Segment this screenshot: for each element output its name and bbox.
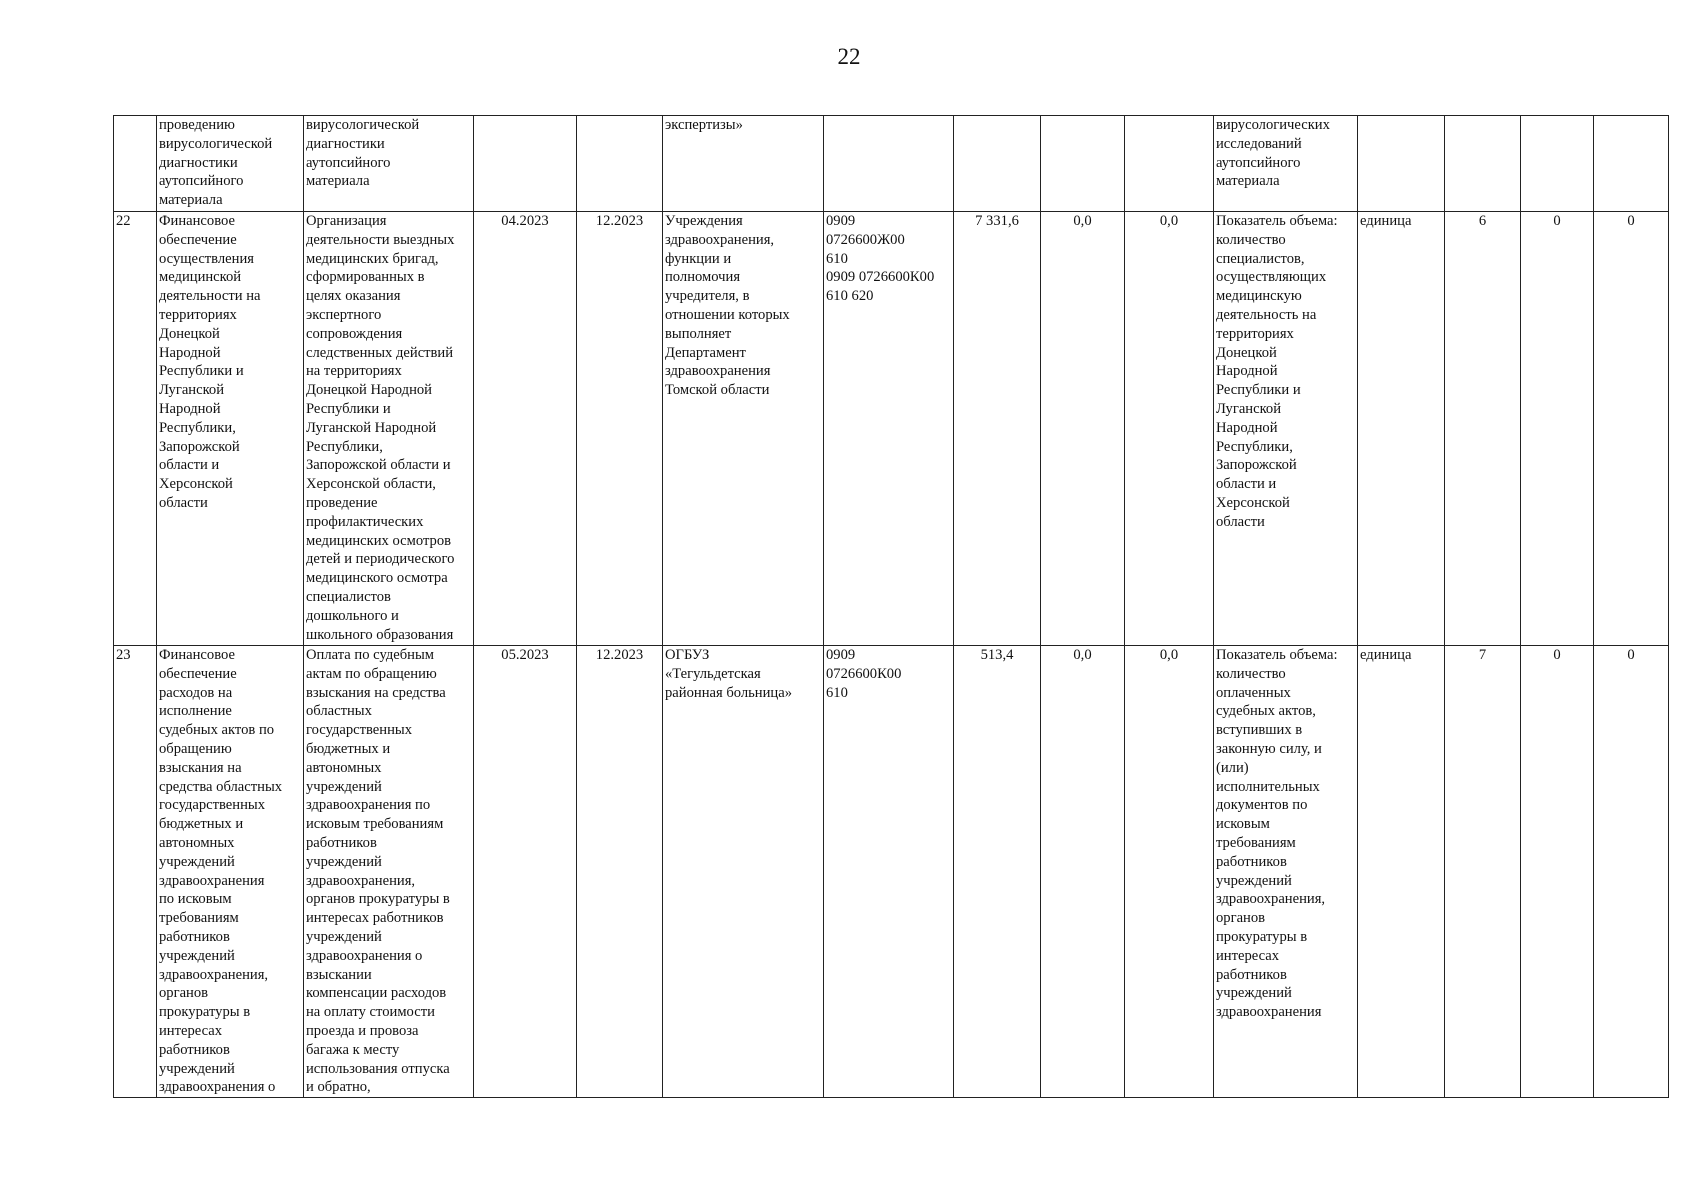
event-name-cell: Финансовое обеспечение осуществления медицинской деятельности на территориях Донецкой Народной Республики и Луганской Народной Республики, Запорожской области и Херсонской области [157, 212, 304, 646]
sum-cell-1: 7 331,6 [954, 212, 1041, 646]
kbk-cell [824, 116, 954, 212]
value-cell-2: 0 [1521, 646, 1594, 1098]
start-date-cell [474, 116, 577, 212]
executor-cell: Учреждения здравоохранения, функции и полномочия учредителя, в отношении которых выполняет Департамент здравоохранения Томской области [663, 212, 824, 646]
value-cell-1 [1445, 116, 1521, 212]
event-content-cell: вирусологической диагностики аутопсийного материала [304, 116, 474, 212]
kbk-cell: 0909 0726600К00 610 [824, 646, 954, 1098]
sum-cell-3: 0,0 [1125, 212, 1214, 646]
indicator-cell: вирусологических исследований аутопсийного материала [1214, 116, 1358, 212]
measures-table [113, 115, 1669, 1098]
unit-cell [1358, 116, 1445, 212]
value-cell-2 [1521, 116, 1594, 212]
row-number-cell: 22 [114, 212, 157, 646]
start-date-cell: 05.2023 [474, 646, 577, 1098]
end-date-cell: 12.2023 [577, 212, 663, 646]
table-row [114, 212, 1669, 646]
executor-cell: ОГБУЗ «Тегульдетская районная больница» [663, 646, 824, 1098]
value-cell-3 [1594, 116, 1669, 212]
sum-cell-3 [1125, 116, 1214, 212]
event-name-cell: проведению вирусологической диагностики аутопсийного материала [157, 116, 304, 212]
end-date-cell: 12.2023 [577, 646, 663, 1098]
value-cell-2: 0 [1521, 212, 1594, 646]
sum-cell-2: 0,0 [1041, 646, 1125, 1098]
sum-cell-2: 0,0 [1041, 212, 1125, 646]
row-number-cell: 23 [114, 646, 157, 1098]
event-content-cell: Оплата по судебным актам по обращению взыскания на средства областных государственных бюджетных и автономных учреждений здравоохранения по исковым требованиям работников учреждений здравоохранения, органов прокуратуры в интересах работников учреждений здравоохранения о взыскании компенсации расходов на оплату стоимости проезда и провоза багажа к месту использования отпуска и обратно, [304, 646, 474, 1098]
table-row [114, 646, 1669, 1098]
value-cell-1: 7 [1445, 646, 1521, 1098]
value-cell-1: 6 [1445, 212, 1521, 646]
value-cell-3: 0 [1594, 646, 1669, 1098]
table-row [114, 116, 1669, 212]
sum-cell-1 [954, 116, 1041, 212]
indicator-cell: Показатель объема: количество специалистов, осуществляющих медицинскую деятельность на территориях Донецкой Народной Республики и Луганской Народной Республики, Запорожской области и Херсонской области [1214, 212, 1358, 646]
executor-cell: экспертизы» [663, 116, 824, 212]
unit-cell: единица [1358, 646, 1445, 1098]
kbk-cell: 0909 0726600Ж00 610 0909 0726600К00 610 620 [824, 212, 954, 646]
unit-cell: единица [1358, 212, 1445, 646]
row-number-cell [114, 116, 157, 212]
value-cell-3: 0 [1594, 212, 1669, 646]
start-date-cell: 04.2023 [474, 212, 577, 646]
sum-cell-1: 513,4 [954, 646, 1041, 1098]
end-date-cell [577, 116, 663, 212]
page-number: 22 [837, 44, 861, 69]
event-content-cell: Организация деятельности выездных медицинских бригад, сформированных в целях оказания экспертного сопровождения следственных действий на территориях Донецкой Народной Республики и Луганской Народной Республики, Запорожской области и Херсонской области, проведение профилактических медицинских осмотров детей и периодического медицинского осмотра специалистов дошкольного и школьного образования [304, 212, 474, 646]
sum-cell-3: 0,0 [1125, 646, 1214, 1098]
event-name-cell: Финансовое обеспечение расходов на исполнение судебных актов по обращению взыскания на средства областных государственных бюджетных и автономных учреждений здравоохранения по исковым требованиям работников учреждений здравоохранения, органов прокуратуры в интересах работников учреждений здравоохранения о [157, 646, 304, 1098]
indicator-cell: Показатель объема: количество оплаченных судебных актов, вступивших в законную силу, и (или) исполнительных документов по исковым требованиям работников учреждений здравоохранения, органов прокуратуры в интересах работников учреждений здравоохранения [1214, 646, 1358, 1098]
sum-cell-2 [1041, 116, 1125, 212]
